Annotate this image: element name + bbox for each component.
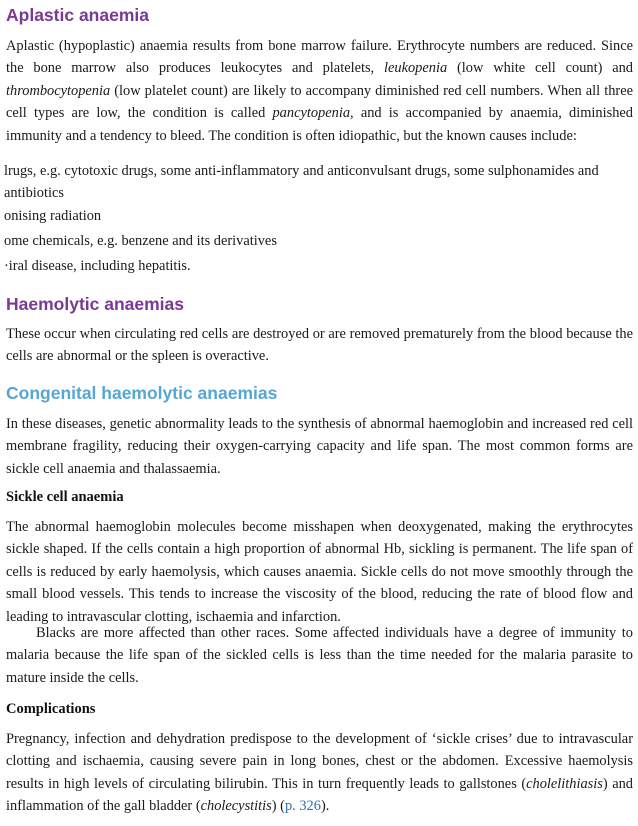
paragraph-aplastic: Aplastic (hypoplastic) anaemia results from bone marrow failure. Erythrocyte numbers are reduced. Since the bone marrow also produces leukocytes and platelets, leukopenia (low white cell count) and thrombocytopenia (low platelet count) are likely to accompany diminished red cell numbers. When all three cell types are low, the condition is called pancytopenia, and is accompanied by anaemia, diminished immunity and a tendency to bleed. The condition is often idiopathic, but the known causes include: [6,38,633,144]
term-pancytopenia: pancytopenia [272,105,351,122]
heading-haemolytic-anaemias: Haemolytic anaemias [6,294,185,314]
list-item-cause-radiation: onising radiation [4,208,102,224]
paragraph-congenital: In these diseases, genetic abnormality leads to the synthesis of abnormal haemoglobin and increased red cell membrane fragility, reducing their oxygen-carrying capacity and life span. The most common forms are sickle cell anaemia and thalassaemia. [6,416,633,477]
page-reference-link[interactable]: p. 326 [284,798,321,815]
list-item-cause-chemicals: ome chemicals, e.g. benzene and its derivatives [4,233,277,249]
list-item-cause-drugs: lrugs, e.g. cytotoxic drugs, some anti-inflammatory and anticonvulsant drugs, some sulphonamides and antibiotics [4,163,599,202]
paragraph-haemolytic: These occur when circulating red cells are destroyed or are removed prematurely from the blood because the cells are abnormal or the spleen is overactive. [6,326,633,365]
paragraph-complications: Pregnancy, infection and dehydration predispose to the development of ‘sickle crises’ due to intravascular clotting and ischaemia, causing severe pain in long bones, chest or the abdomen. Excessive haemolysis results in high levels of circulating bilirubin. This in turn frequently leads to gallstones (cholelithiasis) and inflammation of the gall bladder (cholecystitis) (p. 326). [6,731,633,815]
heading-sickle-cell: Sickle cell anaemia [6,489,124,505]
term-leukopenia: leukopenia [384,60,448,77]
heading-aplastic-anaemia: Aplastic anaemia [6,5,149,25]
paragraph-sickle-1: The abnormal haemoglobin molecules become misshapen when deoxygenated, making the erythrocytes sickle shaped. If the cells contain a high proportion of abnormal Hb, sickling is permanent. The life span of cells is reduced by early haemolysis, which causes anaemia. Sickle cells do not move smoothly through the small blood vessels. This tends to increase the viscosity of the blood, reducing the rate of blood flow and leading to intravascular clotting, ischaemia and infarction. [6,519,633,625]
heading-complications: Complications [6,701,96,717]
term-thrombocytopenia: thrombocytopenia [6,82,111,99]
paragraph-sickle-2: Blacks are more affected than other races. Some affected individuals have a degree of immunity to malaria because the life span of the sickled cells is less than the time needed for the malaria parasite to mature inside the cells. [6,625,633,686]
list-item-cause-viral: ·iral disease, including hepatitis. [4,258,191,274]
heading-congenital-haemolytic: Congenital haemolytic anaemias [6,383,278,403]
term-cholecystitis: cholecystitis [200,798,272,815]
term-cholelithiasis: cholelithiasis [526,775,603,792]
